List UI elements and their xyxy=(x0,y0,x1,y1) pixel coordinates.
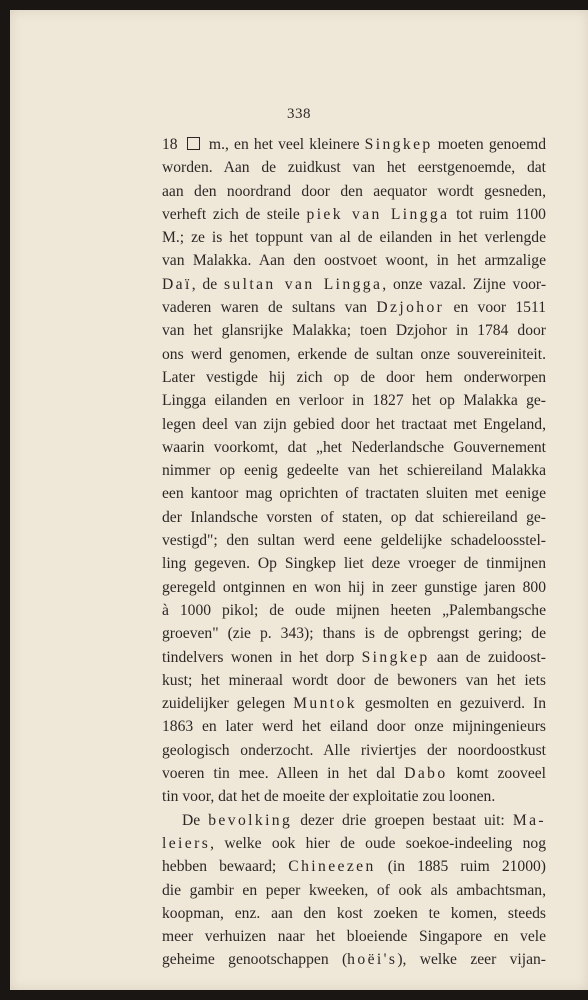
spaced-term: piek van Lingga xyxy=(306,205,450,223)
text-run: ons werd genomen, erkende de sultan onze souvereiniteit. xyxy=(162,345,546,363)
text-run: van Malakka. Aan den oostvoet woont, in het armzalige xyxy=(162,252,546,270)
text-line xyxy=(162,343,546,366)
text-line xyxy=(162,692,546,715)
square-symbol-icon xyxy=(187,137,200,150)
text-run: zuidelijker gelegen xyxy=(162,695,294,713)
text-line xyxy=(162,669,546,692)
text-run: voeren tin mee. Alleen in het dal xyxy=(162,765,405,783)
text-line xyxy=(162,762,546,785)
text-line xyxy=(162,249,546,272)
text-line xyxy=(162,133,546,156)
text-run: ), welke zeer vijan- xyxy=(397,951,546,969)
text-line xyxy=(162,459,546,482)
text-run: van het glansrijke Malakka; toen Dzjohor in 1784 door xyxy=(162,322,546,340)
text-run: (in 1885 ruim 21000) xyxy=(375,858,546,876)
text-run: aan de zuidoost- xyxy=(429,648,546,666)
text-run: tin voor, dat het de moeite der exploitatie zou loonen. xyxy=(162,788,496,806)
text-line xyxy=(162,739,546,762)
text-line xyxy=(162,506,546,529)
spaced-term: Daï xyxy=(162,275,192,293)
text-run: 1863 en later werd het eiland door onze mijningenieurs xyxy=(162,718,546,736)
spaced-term: Singkep xyxy=(364,136,433,153)
text-line xyxy=(162,599,546,622)
text-run: geologisch onderzocht. Alle riviertjes der noordoostkust xyxy=(162,741,546,759)
text-run: dezer drie groepen bestaat uit: xyxy=(292,811,513,829)
text-line xyxy=(162,226,546,249)
spaced-term: leiers xyxy=(162,834,211,852)
text-run: die gambir en peper kweeken, of ook als ambachtsman, xyxy=(162,881,546,899)
text-run: geregeld ontginnen en won hij in zeer gunstige jaren 800 xyxy=(162,578,546,596)
text-line xyxy=(162,296,546,319)
text-run: aan den noordrand door den aequator wordt gesneden, xyxy=(162,182,546,200)
text-line xyxy=(162,552,546,575)
text-line xyxy=(162,366,546,389)
text-run: een kantoor mag oprichten of tractaten sluiten met eenige xyxy=(162,485,546,503)
text-run: komt zooveel xyxy=(447,765,546,783)
text-line xyxy=(162,925,546,948)
spaced-term: Muntok xyxy=(293,695,357,713)
text-run: , de xyxy=(191,275,224,293)
spaced-term: Chineezen xyxy=(288,858,376,876)
text-run: m., en het veel kleinere xyxy=(203,136,365,153)
text-run: tot ruim 1100 xyxy=(449,205,546,223)
spaced-term: Dabo xyxy=(404,765,448,783)
text-line xyxy=(162,180,546,203)
text-line xyxy=(162,809,546,832)
book-page xyxy=(10,10,588,990)
text-line xyxy=(162,855,546,878)
text-run: gesmolten en gezuiverd. In xyxy=(356,695,546,713)
text-line xyxy=(162,902,546,925)
text-run: koopman, enz. aan den kost zoeken te komen, steeds xyxy=(162,904,546,922)
text-run: groeven" (zie p. 343); thans is de opbrengst gering; de xyxy=(162,625,546,643)
text-run: M.; ze is het toppunt van al de eilanden in het verlengde xyxy=(162,229,546,247)
text-run: ling gegeven. Op Singkep liet deze vroeger de tinmijnen xyxy=(162,555,546,573)
text-run: vestigd"; den sultan werd eene geldelijke schadeloosstel- xyxy=(162,532,546,550)
text-line xyxy=(162,879,546,902)
text-run: nimmer op eenig gedeelte van het schiereiland Malakka xyxy=(162,462,546,480)
text-run: legen deel van zijn gebied door het tractaat met Engeland, xyxy=(162,415,546,433)
text-run: Lingga eilanden en verloor in 1827 het op Malakka ge- xyxy=(162,392,546,410)
text-line xyxy=(162,576,546,599)
text-line xyxy=(162,622,546,645)
text-line xyxy=(162,273,546,296)
text-run: der Inlandsche vorsten of staten, op dat schiereiland ge- xyxy=(162,508,546,526)
text-line xyxy=(162,436,546,459)
text-line xyxy=(162,203,546,226)
text-line xyxy=(162,832,546,855)
page-number: 338 xyxy=(287,106,311,122)
spaced-term: Singkep xyxy=(361,648,430,666)
spaced-term: Ma- xyxy=(512,811,546,829)
text-line xyxy=(162,715,546,738)
text-run: en voor 1511 xyxy=(444,299,546,317)
text-run: vaderen waren de sultans van xyxy=(162,299,377,317)
spaced-term: hoëi's xyxy=(347,951,398,969)
text-run: kust; het mineraal wordt door de bewoners van het iets xyxy=(162,671,546,689)
text-line xyxy=(162,389,546,412)
text-line xyxy=(162,413,546,436)
text-run: meer verhuizen naar het bloeiende Singapore en vele xyxy=(162,928,546,946)
spaced-term: Dzjohor xyxy=(376,299,445,317)
spaced-term: sultan van Lingga xyxy=(223,275,383,293)
text-run: 18 xyxy=(162,136,183,153)
text-line xyxy=(162,785,546,808)
text-line xyxy=(162,156,546,179)
text-run: tindelvers wonen in het dorp xyxy=(162,648,362,666)
text-line xyxy=(162,529,546,552)
text-run: à 1000 pikol; de oude mijnen heeten „Palembangsche xyxy=(162,601,546,619)
text-run: moeten genoemd xyxy=(432,136,546,153)
text-run: , welke ook hier de oude soekoe-indeeling nog xyxy=(210,834,546,852)
spaced-term: bevolking xyxy=(208,811,293,829)
text-line xyxy=(162,646,546,669)
text-line xyxy=(162,319,546,342)
text-run: hebben bewaard; xyxy=(162,858,289,876)
text-run: Later vestigde hij zich op de door hem onderworpen xyxy=(162,368,546,386)
text-line xyxy=(162,482,546,505)
body-text xyxy=(162,133,546,972)
text-run: geheime genootschappen ( xyxy=(162,951,348,969)
text-line xyxy=(162,948,546,971)
text-run: De xyxy=(182,811,209,829)
text-run: verheft zich de steile xyxy=(162,205,307,223)
text-run: waarin voorkomt, dat „het Nederlandsche Gouvernement xyxy=(162,438,546,456)
text-run: , onze vazal. Zijne voor- xyxy=(382,275,547,293)
text-run: worden. Aan de zuidkust van het eerstgenoemde, dat xyxy=(162,159,546,177)
